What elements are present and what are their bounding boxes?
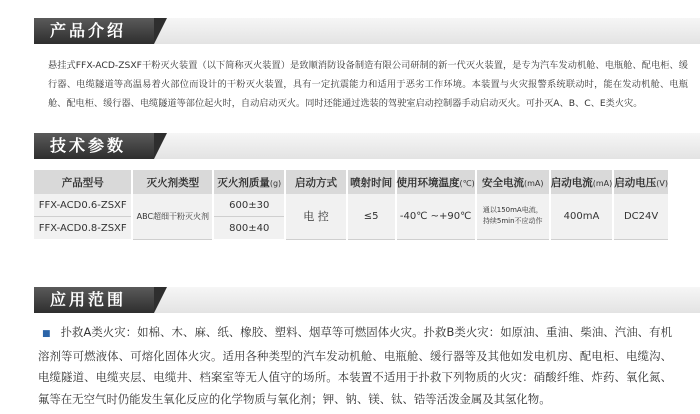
col-header-env-temp: 使用环境温度(℃) xyxy=(396,170,476,194)
safe-current-line1: 通以150mA电流， xyxy=(482,206,543,215)
col-header-spray-time: 喷射时间 xyxy=(347,170,396,194)
section-title-spec: 技术参数 xyxy=(34,133,154,159)
cell-model: FFX-ACD0.6-ZSXF xyxy=(34,194,132,217)
cell-agent-type: ABC超细干粉灭火剂 xyxy=(132,194,213,239)
cell-env-temp: -40℃ ~+90℃ xyxy=(396,194,476,239)
section-header-intro xyxy=(34,18,700,44)
col-header-start-current: 启动电流(mA) xyxy=(550,170,614,194)
col-header-start-voltage: 启动电压(V) xyxy=(613,170,669,194)
usage-text: 扑救A类火灾：如棉、木、麻、纸、橡胶、塑料、烟草等可燃固体火灾。扑救B类火灾：如原油、重油、柴油、汽油、有机溶剂等可燃液体、可熔化固体火灾。适用各种类型的汽车发动机舱、电瓶舱、缓行器等及其他如发电机房、配电柜、电缆沟、电缆隧道、电缆夹层、电缆井、档案室等无人值守的场所。本装置不适用于扑救下列物质的火灾：硝酸纤维、炸药、氧化氮、氟等在无空气时仍能发生氧化反应的化学物质与氧化剂；钾、钠、镁、钛、锆等活泼金属及其氢化物。 xyxy=(38,325,672,406)
cell-safe-current xyxy=(476,194,550,239)
safe-current-line2: 持续5min不应动作 xyxy=(482,217,543,226)
cell-mass: 800±40 xyxy=(213,217,285,240)
cell-mass: 600±30 xyxy=(213,194,285,217)
section-header-usage xyxy=(34,287,700,313)
table-row xyxy=(34,194,669,217)
col-header-start-mode: 启动方式 xyxy=(285,170,347,194)
bullet-square-icon: ■ xyxy=(42,329,51,339)
col-header-model: 产品型号 xyxy=(34,170,132,194)
spec-table xyxy=(34,170,670,240)
cell-model: FFX-ACD0.8-ZSXF xyxy=(34,217,132,240)
cell-start-voltage: DC24V xyxy=(613,194,669,239)
section-title-intro: 产品介绍 xyxy=(34,18,154,44)
cell-start-current: 400mA xyxy=(550,194,614,239)
section-header-spec xyxy=(34,133,700,159)
cell-spray-time: ≤5 xyxy=(347,194,396,239)
col-header-safe-current: 安全电流(mA) xyxy=(476,170,550,194)
col-header-agent-mass: 灭火剂质量(g) xyxy=(213,170,285,194)
intro-paragraph: 悬挂式FFX-ACD-ZSXF干粉灭火装置（以下简称灭火装置）是致顺消防设备制造有限公司研制的新一代灭火装置，是专为汽车发动机舱、电瓶舱、配电柜、缓行器、电缆隧道等高温易着火部位而设计的干粉灭火装置，具有一定抗震能力和适用于恶劣工作环境。本装置与火灾报警系统联动时，能在发动机舱、电瓶舱、配电柜、缓行器、电缆隧道等部位起火时，自动启动灭火。同时还能通过选装的驾驶室启动控制器手动启动灭火。可扑灭A、B、C、E类火灾。 xyxy=(48,60,688,109)
usage-paragraph xyxy=(38,322,672,410)
section-title-usage: 应用范围 xyxy=(34,287,154,313)
col-header-agent-type: 灭火剂类型 xyxy=(132,170,213,194)
cell-start-mode: 电 控 xyxy=(285,194,347,239)
spec-table-header-row xyxy=(34,170,669,194)
